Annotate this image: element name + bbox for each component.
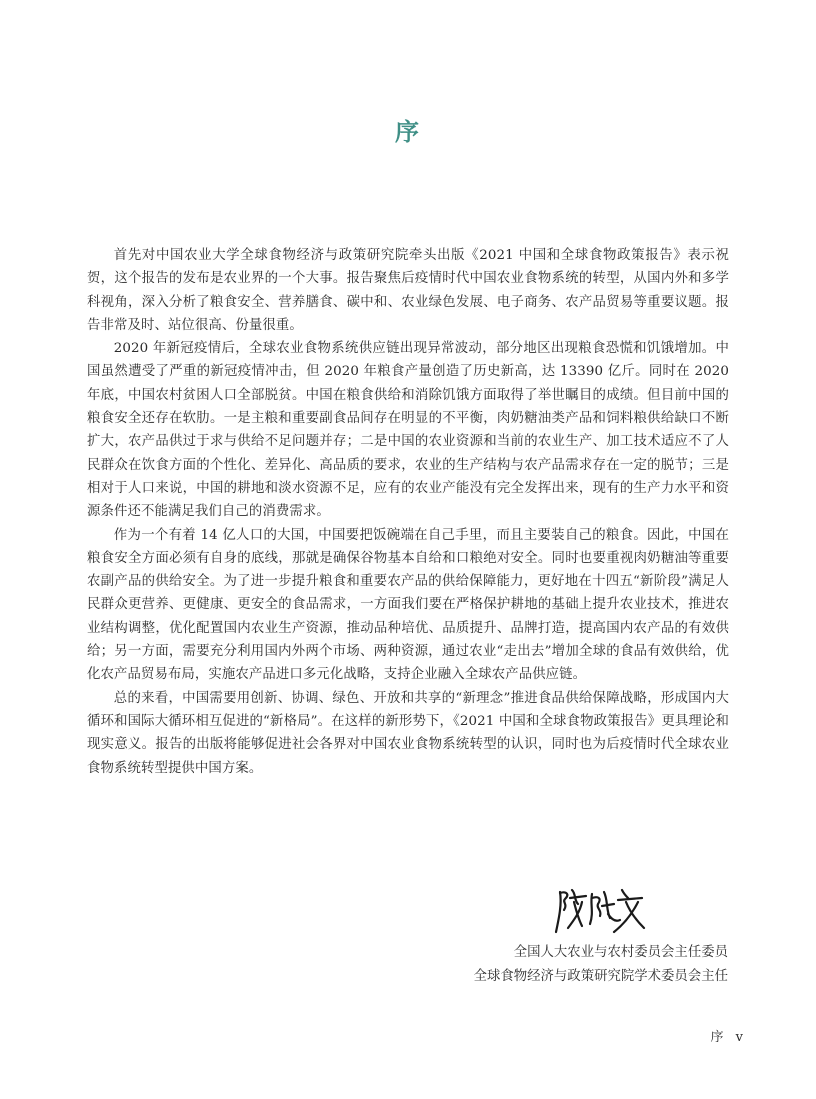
page-number: 序 v xyxy=(710,1030,747,1045)
preface-body xyxy=(87,244,729,780)
paragraph-3: 作为一个有着 14 亿人口的大国，中国要把饭碗端在自己手里，而且主要装自己的粮食。因此，中国在粮食安全方面必须有自身的底线，那就是确保谷物基本自给和口粮绝对安全。同时也要重视肉奶糖油等重要农副产品的供给安全。为了进一步提升粮食和重要农产品的供给保障能力，更好地在十四五“新阶段”满足人民群众更营养、更健康、更安全的食品需求，一方面我们要在严格保护耕地的基础上提升农业技术，推进农业结构调整，优化配置国内农业生产资源，推动品种培优、品质提升、品牌打造，提高国内农产品的有效供给；另一方面，需要充分利用国内外两个市场、两种资源，通过农业“走出去”增加全球的食品有效供给，优化农产品贸易布局，实施农产品进口多元化战略，支持企业融入全球农产品供应链。 xyxy=(87,527,729,683)
signer-title-1: 全国人大农业与农村委员会主任委员 xyxy=(513,945,728,960)
signer-title-2: 全球食物经济与政策研究院学术委员会主任 xyxy=(473,968,728,984)
paragraph-2: 2020 年新冠疫情后，全球农业食物系统供应链出现异常波动，部分地区出现粮食恐慌和饥饿增加。中国虽然遭受了严重的新冠疫情冲击，但 2020 年粮食产量创造了历史新高，达 13390 亿斤。同时在 2020 年底，中国农村贫困人口全部脱贫。中国在粮食供给和消除饥饿方面取得了举世瞩目的成绩。但目前中国的粮食安全还存在软肋。一是主粮和重要副食品间存在明显的不平衡，肉奶糖油类产品和饲料粮供给缺口不断扩大，农产品供过于求与供给不足问题并存；二是中国的农业资源和当前的农业生产、加工技术适应不了人民群众在饮食方面的个性化、差异化、高品质的要求，农业的生产结构与农产品需求存在一定的脱节；三是相对于人口来说，中国的耕地和淡水资源不足，应有的农业产能没有完全发挥出来，现有的生产力水平和资源条件还不能满足我们自己的消费需求。 xyxy=(87,341,729,520)
paragraph-1: 首先对中国农业大学全球食物经济与政策研究院牵头出版《2021 中国和全球食物政策报告》表示祝贺，这个报告的发布是农业界的一个大事。报告聚焦后疫情时代中国农业食物系统的转型，从国内外和多学科视角，深入分析了粮食安全、营养膳食、碳中和、农业绿色发展、电子商务、农产品贸易等重要议题。报告非常及时、站位很高、份量很重。 xyxy=(87,248,729,333)
paragraph-4: 总的来看，中国需要用创新、协调、绿色、开放和共享的“新理念”推进食品供给保障战略，形成国内大循环和国际大循环相互促进的“新格局”。在这样的新形势下，《2021 中国和全球食物政策报告》更具理论和现实意义。报告的出版将能够促进社会各界对中国农业食物系统转型的认识，同时也为后疫情时代全球农业食物系统转型提供中国方案。 xyxy=(87,690,729,776)
handwritten-signature xyxy=(552,884,648,938)
page-title: 序 xyxy=(395,118,421,146)
signature-block xyxy=(474,941,728,988)
